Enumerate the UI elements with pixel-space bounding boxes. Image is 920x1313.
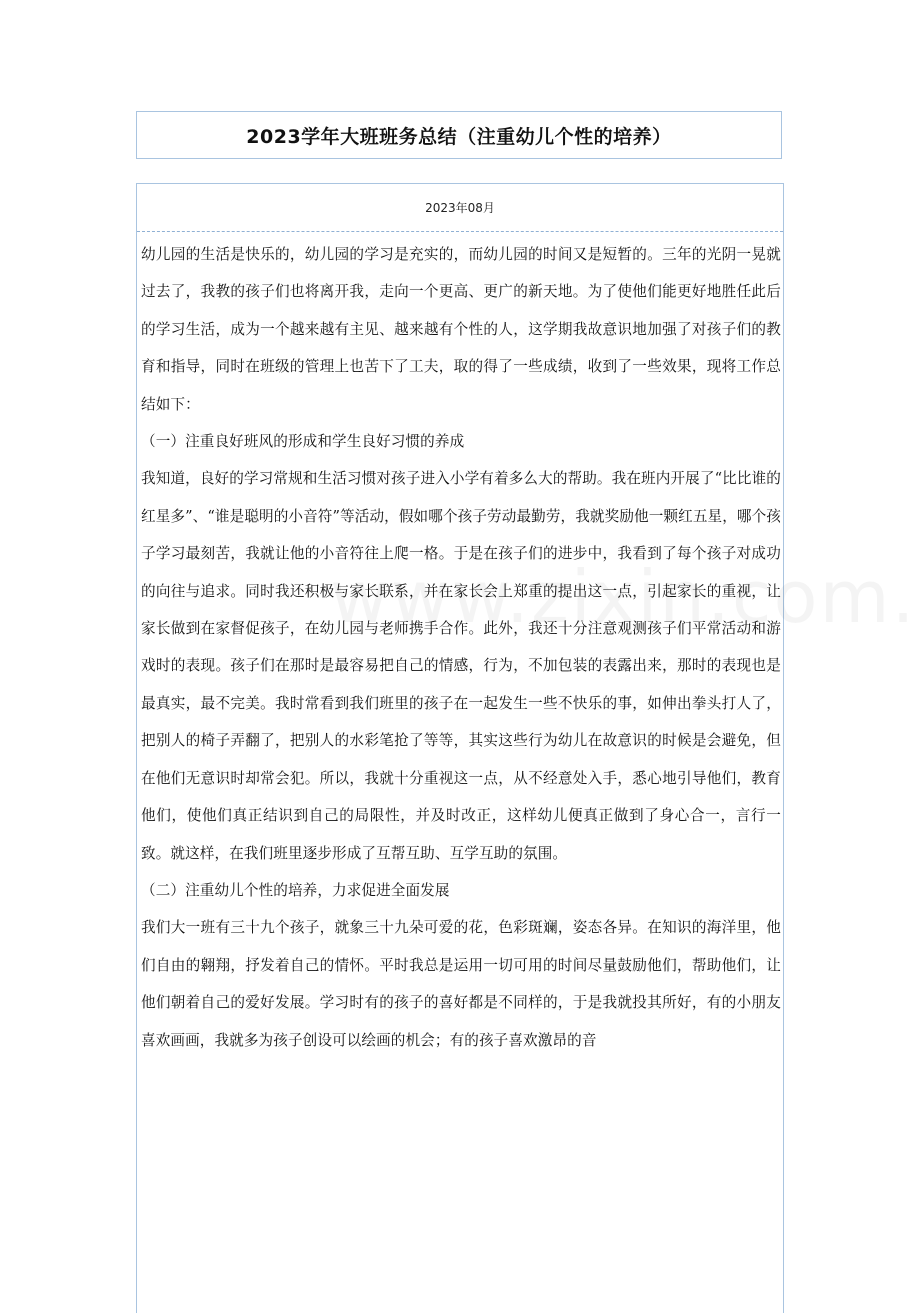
document-title: 2023学年大班班务总结（注重幼儿个性的培养） [246, 125, 672, 148]
paragraph-section-1: 我知道，良好的学习常规和生活习惯对孩子进入小学有着多么大的帮助。我在班内开展了“比比谁的红星多”、“谁是聪明的小音符”等活动，假如哪个孩子劳动最勤劳，我就奖励他一颗红五星，哪个孩子学习最刻苦，我就让他的小音符往上爬一格。于是在孩子们的进步中，我看到了每个孩子对成功的向往与追求。同时我还积极与家长联系，并在家长会上郑重的提出这一点，引起家长的重视，让家长做到在家督促孩子，在幼儿园与老师携手合作。此外，我还十分注意观测孩子们平常活动和游戏时的表现。孩子们在那时是最容易把自己的情感，行为，不加包装的表露出来，那时的表现也是最真实，最不完美。我时常看到我们班里的孩子在一起发生一些不快乐的事，如伸出拳头打人了，把别人的椅子弄翻了，把别人的水彩笔抢了等等，其实这些行为幼儿在故意识的时候是会避免，但在他们无意识时却常会犯。所以，我就十分重视这一点，从不经意处入手，悉心地引导他们，教育他们，使他们真正结识到自己的局限性，并及时改正，这样幼儿便真正做到了身心合一，言行一致。就这样，在我们班里逐步形成了互帮互助、互学互助的氛围。 [141, 470, 781, 862]
paragraph-section-2: 我们大一班有三十九个孩子，就象三十九朵可爱的花，色彩斑斓，姿态各异。在知识的海洋里，他们自由的翱翔，抒发着自己的情怀。平时我总是运用一切可用的时间尽量鼓励他们，帮助他们，让他们朝着自己的爱好发展。学习时有的孩子的喜好都是不同样的，于是我就投其所好，有的小朋友喜欢画画，我就多为孩子创设可以绘画的机会；有的孩子喜欢激昂的音 [141, 919, 781, 1049]
section-heading-2: （二）注重幼儿个性的培养，力求促进全面发展 [141, 881, 450, 899]
document-date: 2023年08月 [137, 184, 783, 232]
title-box [136, 111, 782, 159]
document-body-box [136, 183, 784, 1313]
section-heading-1: （一）注重良好班风的形成和学生良好习惯的养成 [141, 433, 465, 451]
document-text [137, 232, 783, 1059]
paragraph-intro: 幼儿园的生活是快乐的，幼儿园的学习是充实的，而幼儿园的时间又是短暂的。三年的光阴一晃就过去了，我教的孩子们也将离开我，走向一个更高、更广的新天地。为了使他们能更好地胜任此后的学习生活，成为一个越来越有主见、越来越有个性的人，这学期我故意识地加强了对孩子们的教育和指导，同时在班级的管理上也苦下了工夫，取的得了一些成绩，收到了一些效果，现将工作总结如下： [141, 246, 781, 413]
